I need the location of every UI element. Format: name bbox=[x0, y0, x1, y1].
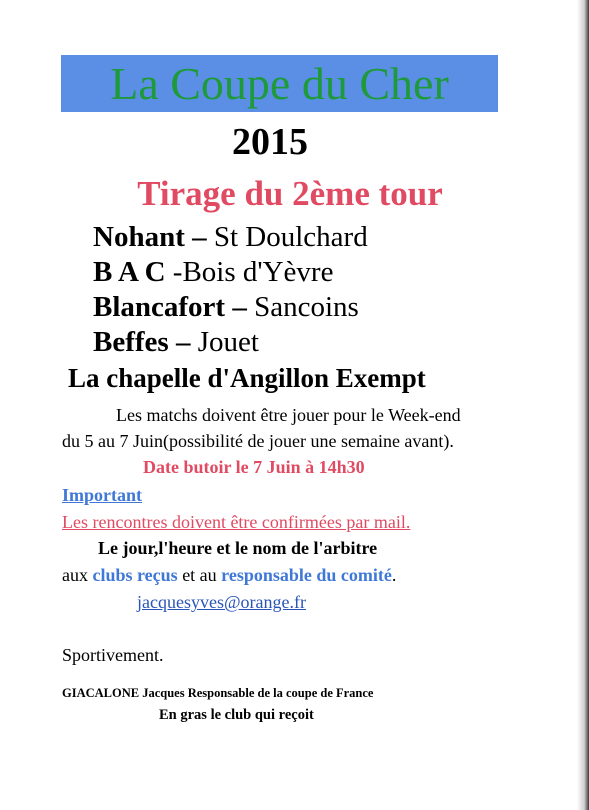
match-2-away: Bois d'Yèvre bbox=[182, 256, 334, 288]
match-3-separator: – bbox=[225, 291, 255, 323]
recipients-responsable: responsable du comité bbox=[221, 565, 392, 585]
match-2-home: B A C bbox=[93, 256, 166, 288]
deadline: Date butoir le 7 Juin à 14h30 bbox=[143, 457, 365, 477]
match-3-home: Blancafort bbox=[93, 291, 226, 323]
match-details: Le jour,l'heure et le nom de l'arbitre bbox=[98, 538, 378, 558]
year-heading: 2015 bbox=[232, 121, 308, 163]
page-edge-shadow bbox=[577, 0, 589, 810]
confirm-by-mail: Les rencontres doivent être confirmées par mail. bbox=[62, 512, 411, 532]
contact-email-link[interactable]: jacquesyves@orange.fr bbox=[137, 592, 307, 612]
recipients-mid: et au bbox=[177, 565, 222, 585]
recipients-clubs: clubs reçus bbox=[92, 565, 178, 585]
schedule-line-2: du 5 au 7 Juin(possibilité de jouer une semaine avant). bbox=[62, 431, 454, 451]
recipients-suffix: . bbox=[391, 565, 397, 585]
match-2-separator: - bbox=[165, 256, 183, 288]
match-4-home: Beffes bbox=[93, 326, 169, 358]
match-2 bbox=[93, 254, 333, 290]
match-3 bbox=[93, 289, 359, 325]
match-1-separator: – bbox=[184, 221, 214, 253]
match-1 bbox=[93, 219, 368, 255]
draw-subtitle: Tirage du 2ème tour bbox=[137, 174, 443, 213]
match-3-away: Sancoins bbox=[254, 291, 359, 323]
match-1-home: Nohant bbox=[93, 221, 185, 253]
signature: GIACALONE Jacques Responsable de la coupe de France bbox=[62, 686, 374, 700]
match-4-separator: – bbox=[168, 326, 198, 358]
bold-note: En gras le club qui reçoit bbox=[159, 707, 314, 723]
match-1-away: St Doulchard bbox=[213, 221, 368, 253]
match-4-away: Jouet bbox=[197, 326, 259, 358]
closing: Sportivement. bbox=[62, 645, 164, 665]
exempt-club: La chapelle d'Angillon Exempt bbox=[68, 363, 426, 393]
match-4 bbox=[93, 324, 259, 360]
recipients-prefix: aux bbox=[62, 565, 93, 585]
recipients-line bbox=[62, 563, 396, 587]
schedule-line-1: Les matchs doivent être jouer pour le Week-end bbox=[116, 405, 461, 425]
banner-title: La Coupe du Cher bbox=[110, 58, 449, 109]
important-heading: Important bbox=[62, 485, 142, 505]
